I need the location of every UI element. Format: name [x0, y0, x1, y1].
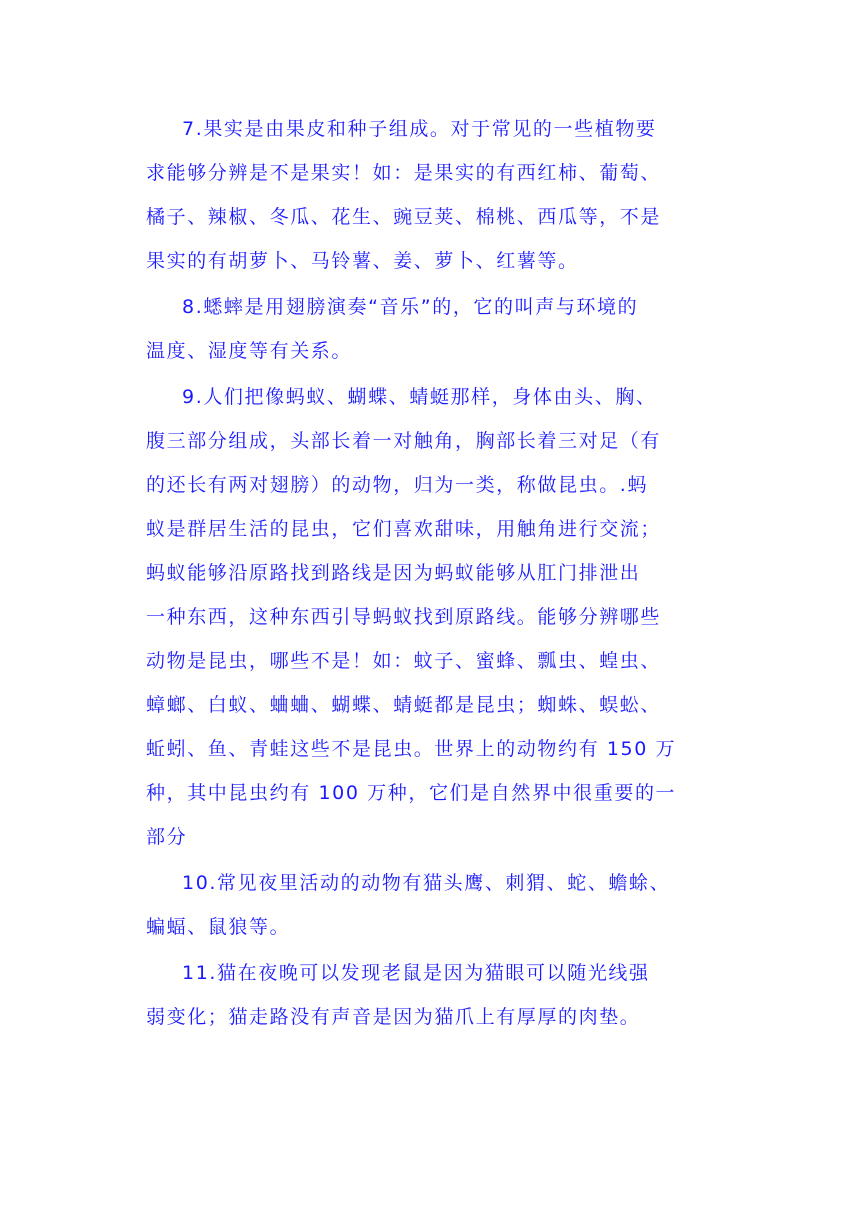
text-line: 求能够分辨是不是果实！如：是果实的有西红柿、葡萄、 — [146, 162, 662, 184]
text-line: 动物是昆虫，哪些不是！如：蚊子、蜜蜂、瓢虫、蝗虫、 — [146, 650, 662, 672]
text-line: 11.猫在夜晚可以发现老鼠是因为猫眼可以随光线强 — [182, 962, 650, 984]
text-line: 腹三部分组成，头部长着一对触角，胸部长着三对足（有 — [146, 430, 662, 452]
text-line: 的还长有两对翅膀）的动物，归为一类，称做昆虫。.蚂 — [146, 474, 649, 496]
text-line: 8.蟋蟀是用翅膀演奏“音乐”的，它的叫声与环境的 — [182, 296, 639, 318]
text-line: 10.常见夜里活动的动物有猫头鹰、刺猬、蛇、蟾蜍、 — [182, 872, 671, 894]
text-line: 弱变化；猫走路没有声音是因为猫爪上有厚厚的肉垫。 — [146, 1006, 641, 1028]
text-line: 蝙蝠、鼠狼等。 — [146, 916, 291, 938]
text-line: 部分 — [146, 826, 188, 848]
text-line: 果实的有胡萝卜、马铃薯、姜、萝卜、红薯等。 — [146, 250, 579, 272]
text-line: 7.果实是由果皮和种子组成。对于常见的一些植物要 — [182, 118, 657, 140]
text-line: 种，其中昆虫约有 100 万种，它们是自然界中很重要的一 — [146, 782, 677, 804]
text-line: 温度、湿度等有关系。 — [146, 340, 353, 362]
text-line: 蚁是群居生活的昆虫，它们喜欢甜味，用触角进行交流； — [146, 518, 662, 540]
text-line: 蟑螂、白蚁、蛐蛐、蝴蝶、蜻蜓都是昆虫；蜘蛛、蜈蚣、 — [146, 694, 662, 716]
text-line: 橘子、辣椒、冬瓜、花生、豌豆荚、棉桃、西瓜等，不是 — [146, 206, 662, 228]
text-line: 蚯蚓、鱼、青蛙这些不是昆虫。世界上的动物约有 150 万 — [146, 738, 677, 760]
text-line: 蚂蚁能够沿原路找到路线是因为蚂蚁能够从肛门排泄出 — [146, 562, 641, 584]
text-line: 9.人们把像蚂蚁、蝴蝶、蜻蜓那样，身体由头、胸、 — [182, 386, 657, 408]
text-line: 一种东西，这种东西引导蚂蚁找到原路线。能够分辨哪些 — [146, 606, 662, 628]
